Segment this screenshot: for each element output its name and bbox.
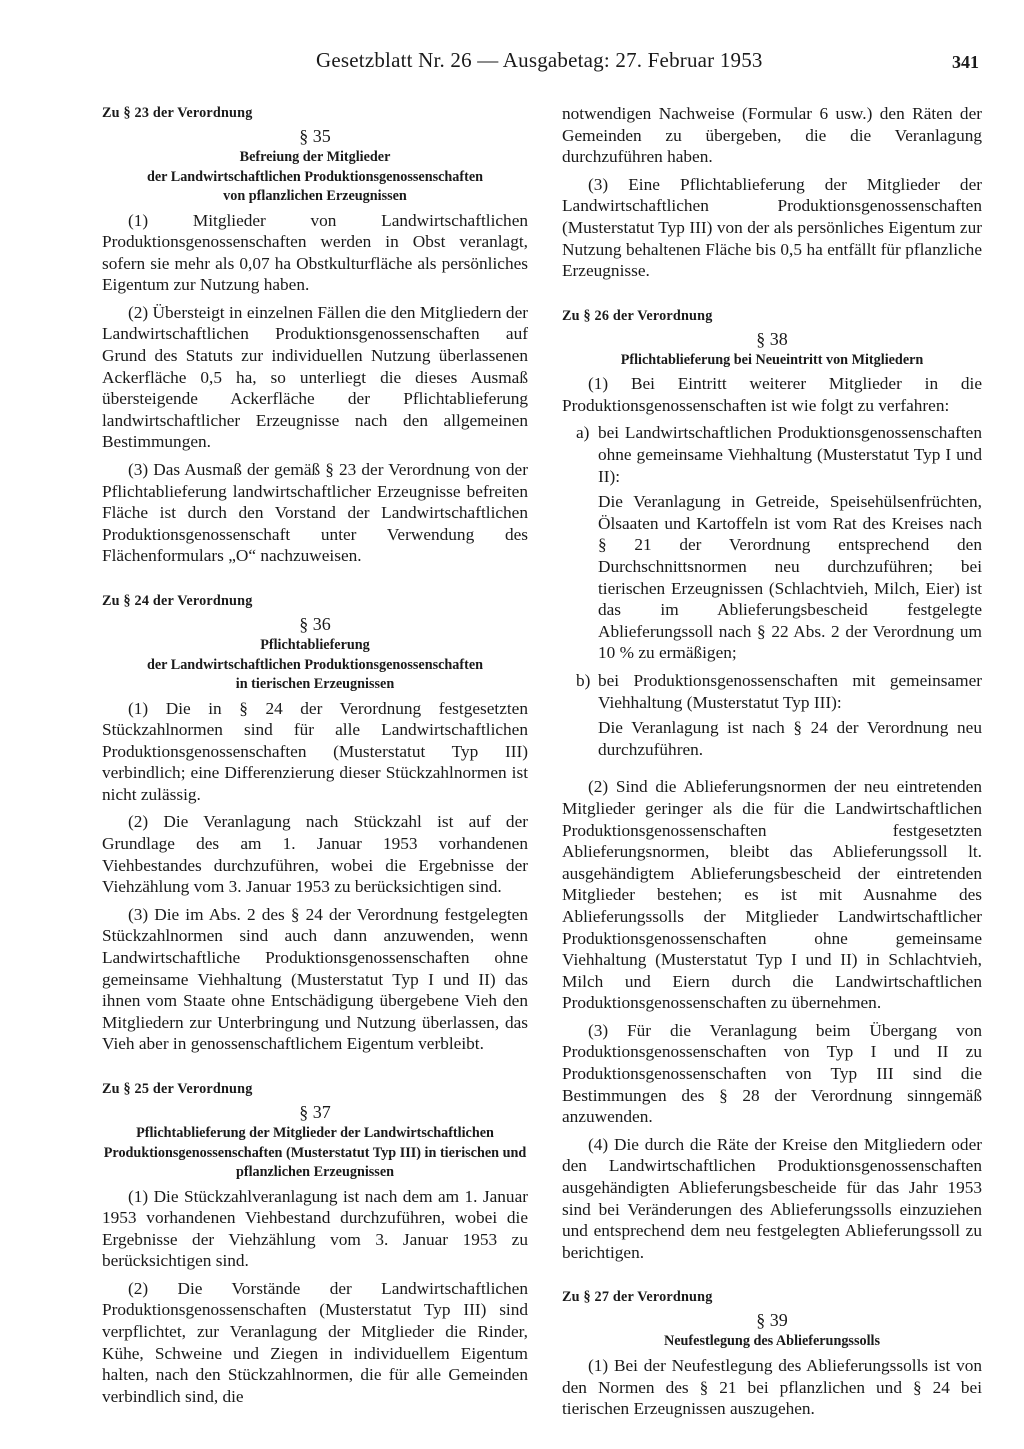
section-title-line: der Landwirtschaftlichen Produktionsgenossenschaften [146, 168, 484, 185]
page-number: 341 [952, 52, 979, 72]
regulation-reference: Zu § 26 der Verordnung [562, 307, 713, 324]
gazette-header-title: Gesetzblatt Nr. 26 — Ausgabetag: 27. Februar 1953 [316, 48, 763, 72]
section-title [102, 148, 528, 207]
paragraph: (1) Bei Eintritt weiterer Mitglieder in die Produktionsgenossenschaften ist wie folgt zu verfahren: [562, 374, 982, 415]
section-title-line: Pflichtablieferung bei Neueintritt von Mitgliedern [620, 351, 924, 368]
section-title-line: der Landwirtschaftlichen Produktionsgenossenschaften [146, 656, 484, 673]
paragraph: (2) Sind die Ablieferungsnormen der neu eintretenden Mitglieder geringer als die für die Landwirtschaftlichen Produktionsgenossenschaften festgesetzten Ablieferungsnormen, bleibt das Ablieferungssoll lt. ausgehändigtem Ablieferungsbescheid der eintretenden Mitglieder bestehen; es ist mit Ausnahme des Ablieferungssolls der Mitglieder Landwirtschaftlicher Produktionsgenossenschaften ohne gemeinsame Viehhaltung (Musterstatut Typ I und II) in Schlachtvieh, Milch und Eiern durch die Landwirtschaftlichen Produktionsgenossenschaften zu übernehmen. [562, 777, 982, 1013]
section-title [562, 1332, 982, 1352]
paragraph: (2) Die Veranlagung nach Stückzahl ist auf der Grundlage des am 1. Januar 1953 vorhandenen Viehbestandes durchzuführen, wobei die Ergebnisse der Viehzählung vom 3. Januar 1953 zu berücksichtigen sind. [102, 812, 528, 897]
section-35 [102, 103, 528, 567]
list-text: bei Produktionsgenossenschaften mit gemeinsamer Viehhaltung (Musterstatut Typ III): [598, 670, 982, 712]
paragraph: (3) Für die Veranlagung beim Übergang von Produktionsgenossenschaften von Typ I und II zu Produktionsgenossenschaften von Typ III sind die Bestimmungen des § 28 der Verordnung sinngemäß anzuwenden. [562, 1020, 982, 1127]
section-title-line: Pflichtablieferung der Mitglieder der Landwirtschaftlichen Produktionsgenossenschaften (Musterstatut Typ III) in tierischen und pflanzlichen Erzeugnissen [103, 1125, 527, 1180]
regulation-reference: Zu § 23 der Verordnung [102, 105, 253, 121]
section-title-line: Neufestlegung des Ablieferungssolls [664, 1333, 880, 1350]
section-title-line: Befreiung der Mitglieder [239, 149, 391, 165]
section-37 [102, 1079, 528, 1407]
list-label: b) [576, 670, 591, 690]
section-title [102, 636, 528, 695]
section-number: § 35 [299, 126, 331, 146]
paragraph: (3) Die im Abs. 2 des § 24 der Verordnung festgelegten Stückzahlnormen sind auch dann anzuwenden, wenn Landwirtschaftliche Produktionsgenossenschaften ohne gemeinsame Viehhaltung (Musterstatut Typ I und II) das ihnen vom Staate ohne Entschädigung übergebene Vieh den Mitgliedern zur Unterbringung und Nutzung überlassen, das Vieh aber in genossenschaftlichem Eigentum verbleibt. [102, 904, 528, 1054]
regulation-reference: Zu § 27 der Verordnung [562, 1289, 713, 1306]
paragraph: (1) Die in § 24 der Verordnung festgesetzten Stückzahlnormen sind für alle Landwirtschaftlichen Produktionsgenossenschaften (Musterstatut Typ III) verbindlich; eine Differenzierung dieser Stückzahlnormen ist nicht zulässig. [102, 698, 528, 804]
section-39 [562, 1287, 982, 1419]
paragraph: (3) Eine Pflichtablieferung der Mitglieder der Landwirtschaftlichen Produktionsgenossenschaften (Musterstatut Typ III) von der als persönliches Eigentum zur Nutzung behaltenen Fläche bis 0,5 ha entfällt für pflanzliche Erzeugnisse. [562, 174, 982, 281]
left-column [102, 103, 528, 1413]
section-title [562, 351, 982, 371]
paragraph: (2) Die Vorstände der Landwirtschaftlichen Produktionsgenossenschaften (Musterstatut Typ III) sind verpflichtet, zur Veranlagung der Mitglieder die Rinder, Kühe, Schweine und Ziegen in individuellem Eigentum halten, nach den Stückzahlnormen, die für alle Gemeinden verbindlich sind, die [102, 1278, 528, 1406]
section-title-line: von pflanzlichen Erzeugnissen [223, 188, 407, 204]
paragraph: (1) Bei der Neufestlegung des Ablieferungssolls ist von den Normen des § 21 bei pflanzlichen und § 24 bei tierischen Erzeugnissen auszugehen. [562, 1355, 982, 1419]
list-subparagraph: Die Veranlagung in Getreide, Speisehülsenfrüchten, Ölsaaten und Kartoffeln ist vom Rat des Kreises nach § 21 der Verordnung entsprechend den Durchschnittsnormen neu durchzuführen; bei tierischen Erzeugnissen (Schlachtvieh, Milch, Eier) ist das im Ablieferungsbescheid festgelegte Ablieferungssoll nach § 22 Abs. 2 der Verordnung um 10 % zu ermäßigen; [598, 492, 982, 663]
paragraph: (1) Die Stückzahlveranlagung ist nach dem am 1. Januar 1953 vorhandenen Viehbestand durchzuführen, wobei die Ergebnisse der Viehzählung vom 3. Januar 1953 zu berücksichtigen sind. [102, 1186, 528, 1271]
section-title-line: in tierischen Erzeugnissen [235, 676, 395, 692]
section-number: § 38 [756, 328, 788, 349]
section-36 [102, 591, 528, 1055]
regulation-reference: Zu § 25 der Verordnung [102, 1081, 253, 1097]
paragraph: (4) Die durch die Räte der Kreise den Mitgliedern oder den Landwirtschaftlichen Produktionsgenossenschaften ausgehändigten Ablieferungsbescheide für das Jahr 1953 sind bei Veränderungen des Ablieferungssolls einzuziehen und entsprechend dem neu festgelegten Ablieferungssoll zu berichtigen. [562, 1134, 982, 1262]
section-38 [562, 306, 982, 1264]
right-column [562, 103, 982, 1426]
list-text: bei Landwirtschaftlichen Produktionsgenossenschaften ohne gemeinsame Viehhaltung (Musterstatut Typ I und II): [598, 423, 982, 486]
section-title [102, 1124, 528, 1183]
paragraph: (2) Übersteigt in einzelnen Fällen die den Mitgliedern der Landwirtschaftlichen Produktionsgenossenschaften auf Grund des Statuts zur individuellen Nutzung überlassenen Ackerfläche 0,5 ha, so unterliegt die dieses Ausmaß übersteigende Ackerfläche der Pflichtablieferung landwirtschaftlicher Erzeugnisse nach den allgemeinen Bestimmungen. [102, 302, 528, 452]
list-label: a) [576, 423, 590, 443]
section-number: § 39 [756, 1310, 788, 1331]
page-header [0, 48, 1024, 78]
section-number: § 36 [299, 614, 331, 634]
regulation-reference: Zu § 24 der Verordnung [102, 593, 253, 609]
paragraph: (1) Mitglieder von Landwirtschaftlichen Produktionsgenossenschaften werden in Obst veranlagt, sofern sie mehr als 0,07 ha Obstkulturfläche als persönliches Eigentum zur Nutzung haben. [102, 210, 528, 295]
section-37-continued [562, 103, 982, 282]
list-subparagraph: Die Veranlagung ist nach § 24 der Verordnung neu durchzuführen. [598, 718, 982, 759]
list-item-a [562, 422, 982, 487]
list-item-b [562, 670, 982, 713]
paragraph: notwendigen Nachweise (Formular 6 usw.) den Räten der Gemeinden zu übergeben, die die Veranlagung durchzuführen haben. [562, 104, 982, 167]
section-number: § 37 [299, 1102, 331, 1122]
section-title-line: Pflichtablieferung [260, 637, 370, 653]
paragraph: (3) Das Ausmaß der gemäß § 23 der Verordnung von der Pflichtablieferung landwirtschaftlicher Erzeugnisse befreiten Fläche ist durch den Vorstand der Landwirtschaftlichen Produktionsgenossenschaft unter Verwendung des Flächenformulars „O“ nachzuweisen. [102, 460, 528, 566]
